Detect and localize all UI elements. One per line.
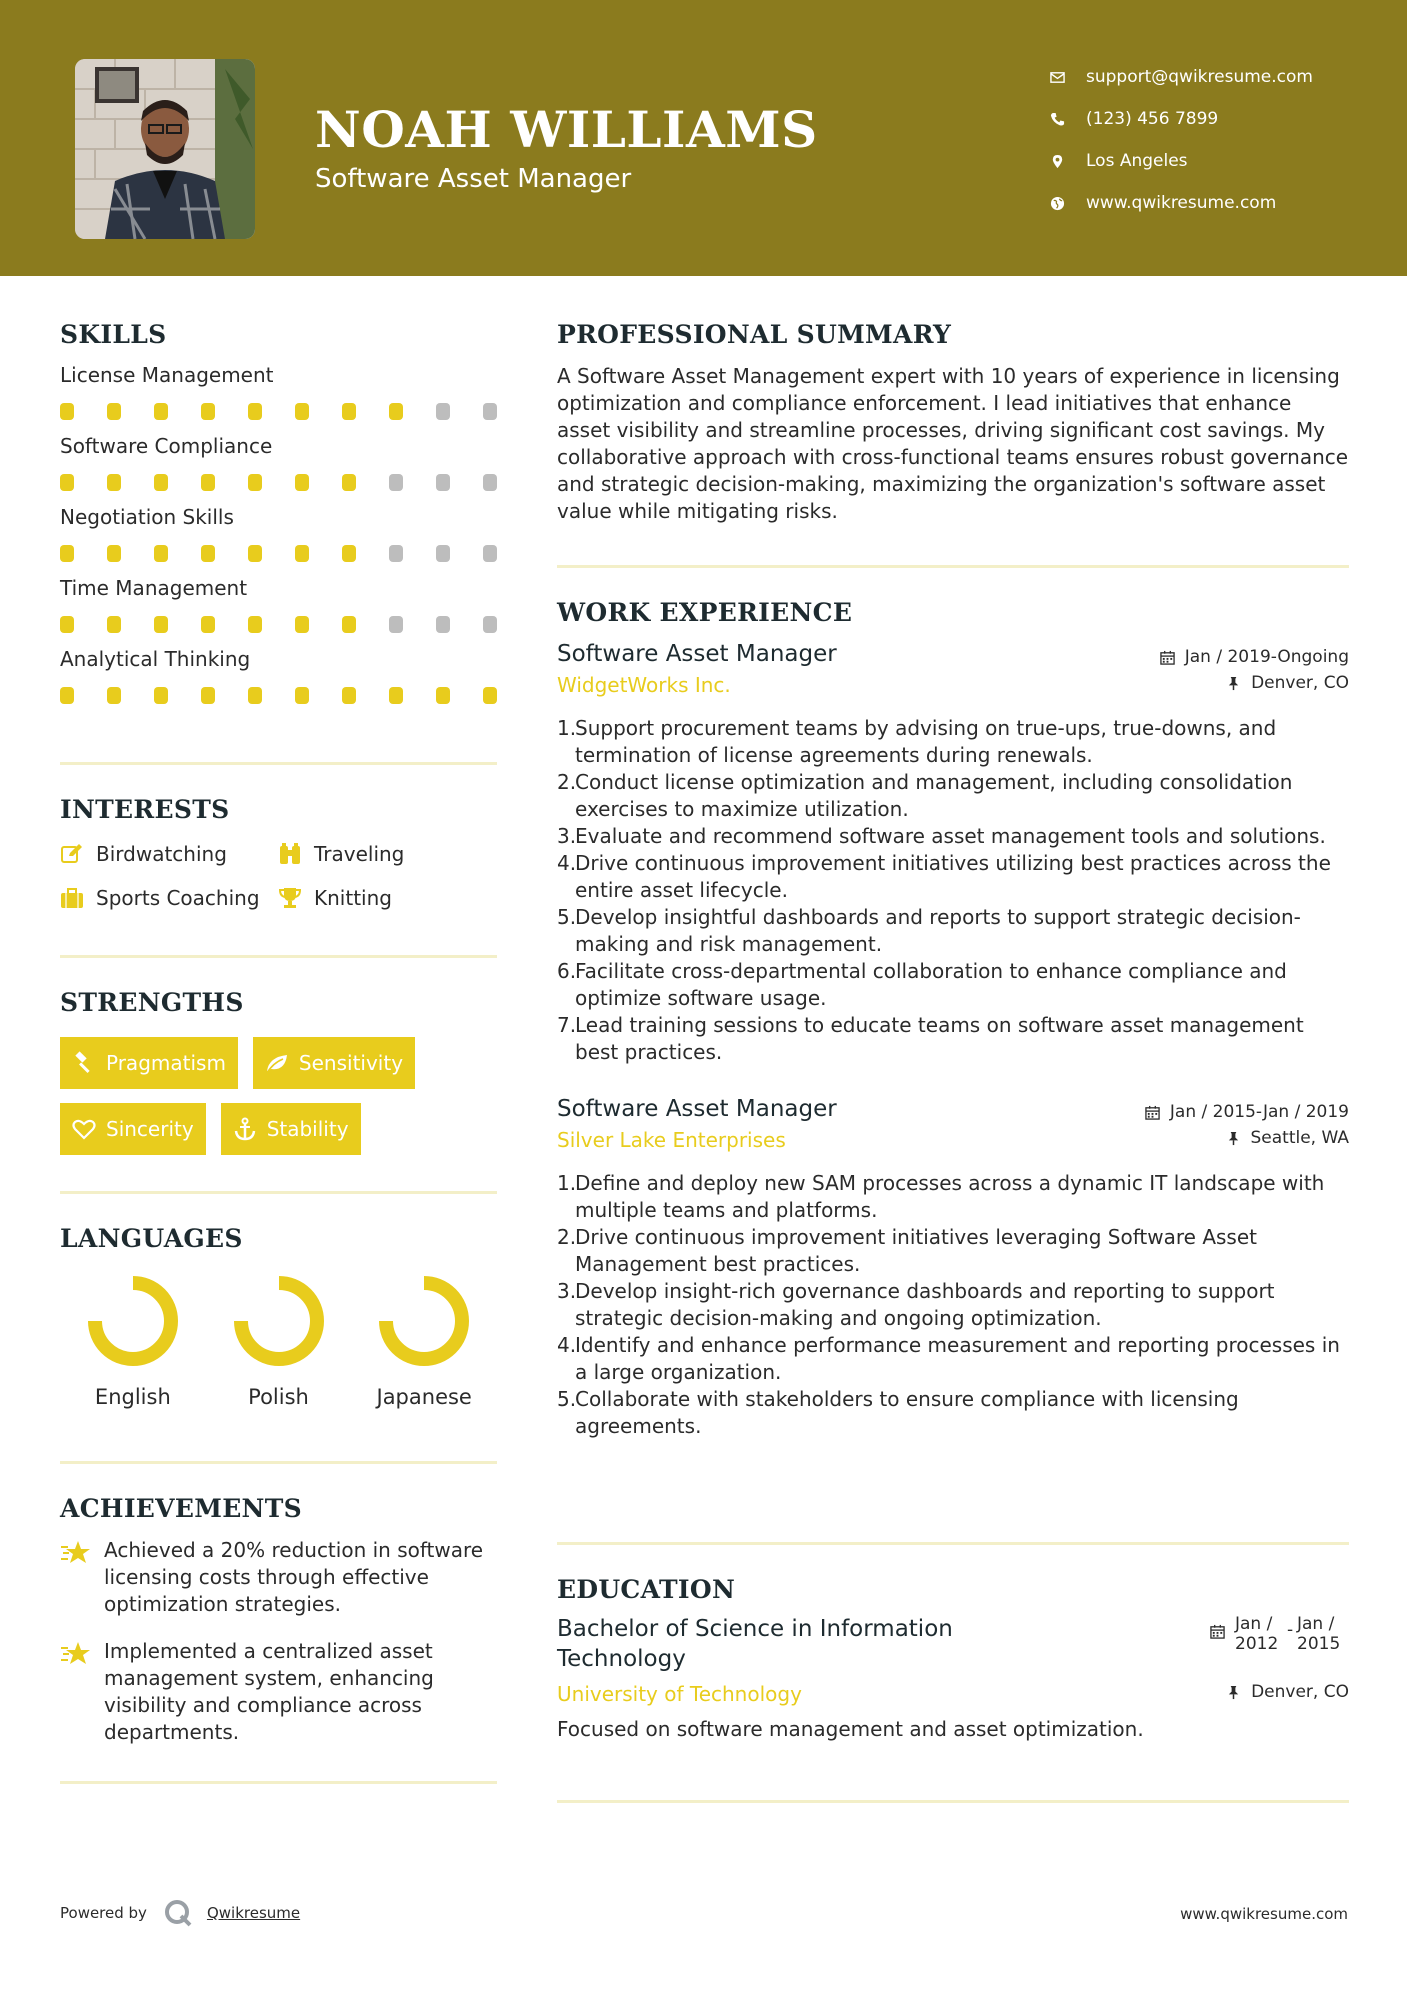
achievement-item	[60, 1537, 497, 1618]
languages-section	[60, 1194, 497, 1461]
trophy-icon	[278, 886, 314, 910]
skill-name: Negotiation Skills	[60, 505, 234, 529]
profile-photo	[75, 59, 255, 239]
language-ring-chart	[85, 1273, 181, 1369]
rating-dot-filled	[342, 545, 356, 562]
left-column	[60, 320, 497, 1784]
edit-icon	[60, 842, 96, 866]
job-bullet: 2. Drive continuous improvement initiatives leveraging Software Asset Management best practices.	[557, 1225, 1257, 1276]
powered-by-text: Powered by	[60, 1904, 147, 1922]
resume-header	[0, 0, 1407, 276]
interest-item	[278, 842, 498, 866]
rating-dot-filled	[248, 545, 262, 562]
interest-item	[60, 842, 278, 866]
experience-section	[557, 568, 1349, 1542]
job-location	[1226, 673, 1349, 693]
rating-dot-filled	[295, 474, 309, 491]
education-end: Jan / 2015	[1297, 1614, 1341, 1654]
rating-dot-filled	[107, 616, 121, 633]
education-location	[1226, 1682, 1349, 1702]
section-divider	[557, 1800, 1349, 1803]
rating-dot-filled	[342, 616, 356, 633]
strength-label: Sensitivity	[298, 1051, 404, 1075]
binoculars-icon	[278, 842, 314, 866]
interests-title: INTERESTS	[60, 795, 230, 824]
pushpin-icon	[1226, 1685, 1241, 1700]
interest-label: Traveling	[314, 842, 405, 866]
skill-item	[60, 647, 497, 704]
job-date	[1145, 1102, 1349, 1122]
skill-rating	[60, 474, 497, 491]
education-section	[557, 1545, 1349, 1800]
rating-dot-filled	[107, 687, 121, 704]
job-bullets	[557, 1170, 1349, 1440]
footer-powered-by	[60, 1898, 300, 1928]
job-bullet: 3. Evaluate and recommend software asset management tools and solutions.	[557, 824, 1326, 848]
contact-email-text: support@qwikresume.com	[1086, 67, 1313, 87]
degree-title: Bachelor of Science in Information Technology	[557, 1616, 953, 1672]
rating-dot-filled	[342, 403, 356, 420]
rating-dot-empty	[436, 545, 450, 562]
rating-dot-filled	[389, 687, 403, 704]
rating-dot-filled	[154, 687, 168, 704]
star-icon	[60, 1638, 104, 1746]
map-pin-icon	[1050, 154, 1086, 169]
rating-dot-empty	[389, 545, 403, 562]
contact-website[interactable]	[1050, 182, 1380, 224]
rating-dot-filled	[248, 403, 262, 420]
company-name: Silver Lake Enterprises	[557, 1128, 786, 1152]
school-name: University of Technology	[557, 1682, 802, 1706]
skill-item	[60, 363, 497, 420]
summary-section	[557, 320, 1349, 565]
rating-dot-filled	[201, 403, 215, 420]
date-separator: -	[1287, 1620, 1294, 1640]
heart-icon	[72, 1117, 96, 1141]
candidate-name: NOAH WILLIAMS	[315, 100, 818, 159]
rating-dot-filled	[107, 474, 121, 491]
interests-section	[60, 765, 497, 955]
rating-dot-empty	[436, 474, 450, 491]
contact-email[interactable]	[1050, 56, 1380, 98]
rating-dot-filled	[436, 687, 450, 704]
skill-rating	[60, 616, 497, 633]
language-level-arc	[95, 1283, 171, 1359]
summary-title: PROFESSIONAL SUMMARY	[557, 320, 952, 349]
leaf-icon	[265, 1051, 289, 1075]
rating-dot-filled	[201, 474, 215, 491]
rating-dot-filled	[295, 687, 309, 704]
strength-badge	[221, 1103, 361, 1155]
footer-website[interactable]: www.qwikresume.com	[1180, 1905, 1348, 1923]
skills-title: SKILLS	[60, 320, 167, 349]
language-item	[351, 1273, 497, 1409]
rating-dot-filled	[60, 403, 74, 420]
language-name: English	[94, 1385, 171, 1409]
candidate-title: Software Asset Manager	[315, 164, 632, 194]
contact-info	[1050, 56, 1380, 224]
gavel-icon	[72, 1051, 96, 1075]
education-location-text: Denver, CO	[1251, 1682, 1349, 1702]
pushpin-icon	[1226, 676, 1241, 691]
rating-dot-filled	[342, 474, 356, 491]
interest-label: Knitting	[314, 886, 392, 910]
rating-dot-filled	[60, 616, 74, 633]
strengths-title: STRENGTHS	[60, 988, 244, 1017]
job-date-text: Jan / 2015-Jan / 2019	[1169, 1102, 1349, 1122]
skill-name: Time Management	[60, 576, 248, 600]
rating-dot-empty	[389, 616, 403, 633]
job-entry	[557, 641, 1349, 1066]
pushpin-icon	[1226, 1131, 1241, 1146]
rating-dot-filled	[60, 687, 74, 704]
achievements-section	[60, 1464, 497, 1781]
strength-badge	[60, 1103, 206, 1155]
qwikresume-link[interactable]: Qwikresume	[206, 1904, 301, 1922]
interest-item	[60, 886, 278, 910]
skill-rating	[60, 403, 497, 420]
strengths-section	[60, 958, 497, 1191]
rating-dot-empty	[483, 545, 497, 562]
rating-dot-filled	[248, 616, 262, 633]
section-divider	[60, 1781, 497, 1784]
skill-rating	[60, 687, 497, 704]
strength-badge	[60, 1037, 238, 1089]
interest-item	[278, 886, 498, 910]
envelope-icon	[1050, 70, 1086, 85]
job-bullet: 6. Facilitate cross-departmental collaboration to enhance compliance and optimize software usage.	[557, 959, 1287, 1010]
job-bullet: 2. Conduct license optimization and management, including consolidation exercises to maximize utilization.	[557, 770, 1293, 821]
language-level-arc	[241, 1283, 317, 1359]
contact-phone-text: (123) 456 7899	[1086, 109, 1219, 129]
company-name: WidgetWorks Inc.	[557, 673, 731, 697]
skill-name: Analytical Thinking	[60, 647, 251, 671]
contact-location-text: Los Angeles	[1086, 151, 1188, 171]
skill-item	[60, 576, 497, 633]
job-bullet: 7. Lead training sessions to educate teams on software asset management best practices.	[557, 1013, 1304, 1064]
languages-title: LANGUAGES	[60, 1224, 243, 1253]
job-bullet: 5. Collaborate with stakeholders to ensure compliance with licensing agreements.	[557, 1387, 1239, 1438]
rating-dot-filled	[201, 616, 215, 633]
skill-item	[60, 505, 497, 562]
job-bullets	[557, 715, 1349, 1066]
rating-dot-filled	[295, 616, 309, 633]
rating-dot-empty	[389, 474, 403, 491]
rating-dot-filled	[154, 403, 168, 420]
star-icon	[60, 1537, 104, 1618]
education-dates	[1210, 1614, 1349, 1654]
skill-name: Software Compliance	[60, 434, 273, 458]
job-bullet: 1. Define and deploy new SAM processes across a dynamic IT landscape with multiple teams and platforms.	[557, 1171, 1325, 1222]
education-start: Jan / 2012	[1235, 1614, 1279, 1654]
job-bullet: 1. Support procurement teams by advising on true-ups, true-downs, and termination of license agreements during renewals.	[557, 716, 1277, 767]
rating-dot-filled	[107, 403, 121, 420]
job-title: Software Asset Manager	[557, 1096, 837, 1122]
skill-name: License Management	[60, 363, 274, 387]
summary-text: A Software Asset Management expert with 10 years of experience in licensing optimization and compliance enforcement. I lead initiatives that enhance asset visibility and streamline processes, driving significant cost savings. My collaborative approach with cross-functional teams ensures robust governance and strategic decision-making, maximizing the organization's software asset value while mitigating risks.	[557, 364, 1349, 523]
strength-label: Stability	[266, 1117, 349, 1141]
rating-dot-filled	[60, 474, 74, 491]
language-item	[206, 1273, 352, 1409]
rating-dot-filled	[295, 403, 309, 420]
rating-dot-filled	[389, 403, 403, 420]
rating-dot-filled	[483, 687, 497, 704]
contact-location	[1050, 140, 1380, 182]
interest-label: Birdwatching	[96, 842, 227, 866]
language-ring-chart	[376, 1273, 472, 1369]
rating-dot-filled	[60, 545, 74, 562]
job-location-text: Denver, CO	[1251, 673, 1349, 693]
rating-dot-filled	[107, 545, 121, 562]
qwikresume-logo-icon	[163, 1898, 193, 1928]
rating-dot-filled	[154, 545, 168, 562]
experience-title: WORK EXPERIENCE	[557, 598, 853, 627]
contact-phone[interactable]	[1050, 98, 1380, 140]
job-title: Software Asset Manager	[557, 641, 837, 667]
rating-dot-empty	[436, 403, 450, 420]
globe-icon	[1050, 196, 1086, 211]
job-bullet: 4. Drive continuous improvement initiatives utilizing best practices across the entire asset lifecycle.	[557, 851, 1331, 902]
phone-icon	[1050, 112, 1086, 127]
anchor-icon	[233, 1117, 257, 1141]
calendar-icon	[1210, 1624, 1225, 1639]
calendar-icon	[1160, 650, 1175, 665]
languages-list	[60, 1273, 497, 1409]
language-level-arc	[386, 1283, 462, 1359]
skill-item	[60, 434, 497, 491]
rating-dot-empty	[483, 616, 497, 633]
calendar-icon	[1145, 1105, 1160, 1120]
rating-dot-filled	[248, 474, 262, 491]
rating-dot-filled	[295, 545, 309, 562]
achievements-title: ACHIEVEMENTS	[60, 1494, 302, 1523]
language-name: Japanese	[376, 1385, 472, 1409]
job-date-text: Jan / 2019-Ongoing	[1184, 647, 1349, 667]
rating-dot-filled	[201, 687, 215, 704]
job-date	[1160, 647, 1349, 667]
interest-label: Sports Coaching	[96, 886, 260, 910]
rating-dot-filled	[154, 474, 168, 491]
job-entry	[557, 1096, 1349, 1440]
rating-dot-empty	[483, 474, 497, 491]
rating-dot-filled	[154, 616, 168, 633]
rating-dot-filled	[248, 687, 262, 704]
language-item	[60, 1273, 206, 1409]
achievement-text: Implemented a centralized asset management system, enhancing visibility and compliance across departments.	[104, 1639, 434, 1744]
strength-label: Sincerity	[106, 1117, 194, 1141]
strength-label: Pragmatism	[106, 1051, 226, 1075]
job-location-text: Seattle, WA	[1250, 1128, 1349, 1148]
education-description: Focused on software management and asset optimization.	[557, 1717, 1144, 1741]
achievement-item	[60, 1638, 497, 1746]
job-bullet: 5. Develop insightful dashboards and reports to support strategic decision-making and risk management.	[557, 905, 1301, 956]
job-location	[1226, 1128, 1350, 1148]
language-ring-chart	[231, 1273, 327, 1369]
education-title: EDUCATION	[557, 1575, 736, 1604]
language-name: Polish	[248, 1385, 309, 1409]
job-bullet: 4. Identify and enhance performance measurement and reporting processes in a large organization.	[557, 1333, 1340, 1384]
job-bullet: 3. Develop insight-rich governance dashboards and reporting to support strategic decision-making and ongoing optimization.	[557, 1279, 1275, 1330]
rating-dot-filled	[342, 687, 356, 704]
achievement-text: Achieved a 20% reduction in software licensing costs through effective optimization strategies.	[104, 1538, 484, 1616]
skills-section	[60, 320, 497, 762]
right-column	[557, 320, 1349, 1803]
skills-list	[60, 363, 497, 704]
strength-badge	[253, 1037, 415, 1089]
rating-dot-empty	[436, 616, 450, 633]
briefcase-icon	[60, 886, 96, 910]
rating-dot-empty	[483, 403, 497, 420]
skill-rating	[60, 545, 497, 562]
contact-website-text: www.qwikresume.com	[1086, 193, 1277, 213]
rating-dot-filled	[201, 545, 215, 562]
